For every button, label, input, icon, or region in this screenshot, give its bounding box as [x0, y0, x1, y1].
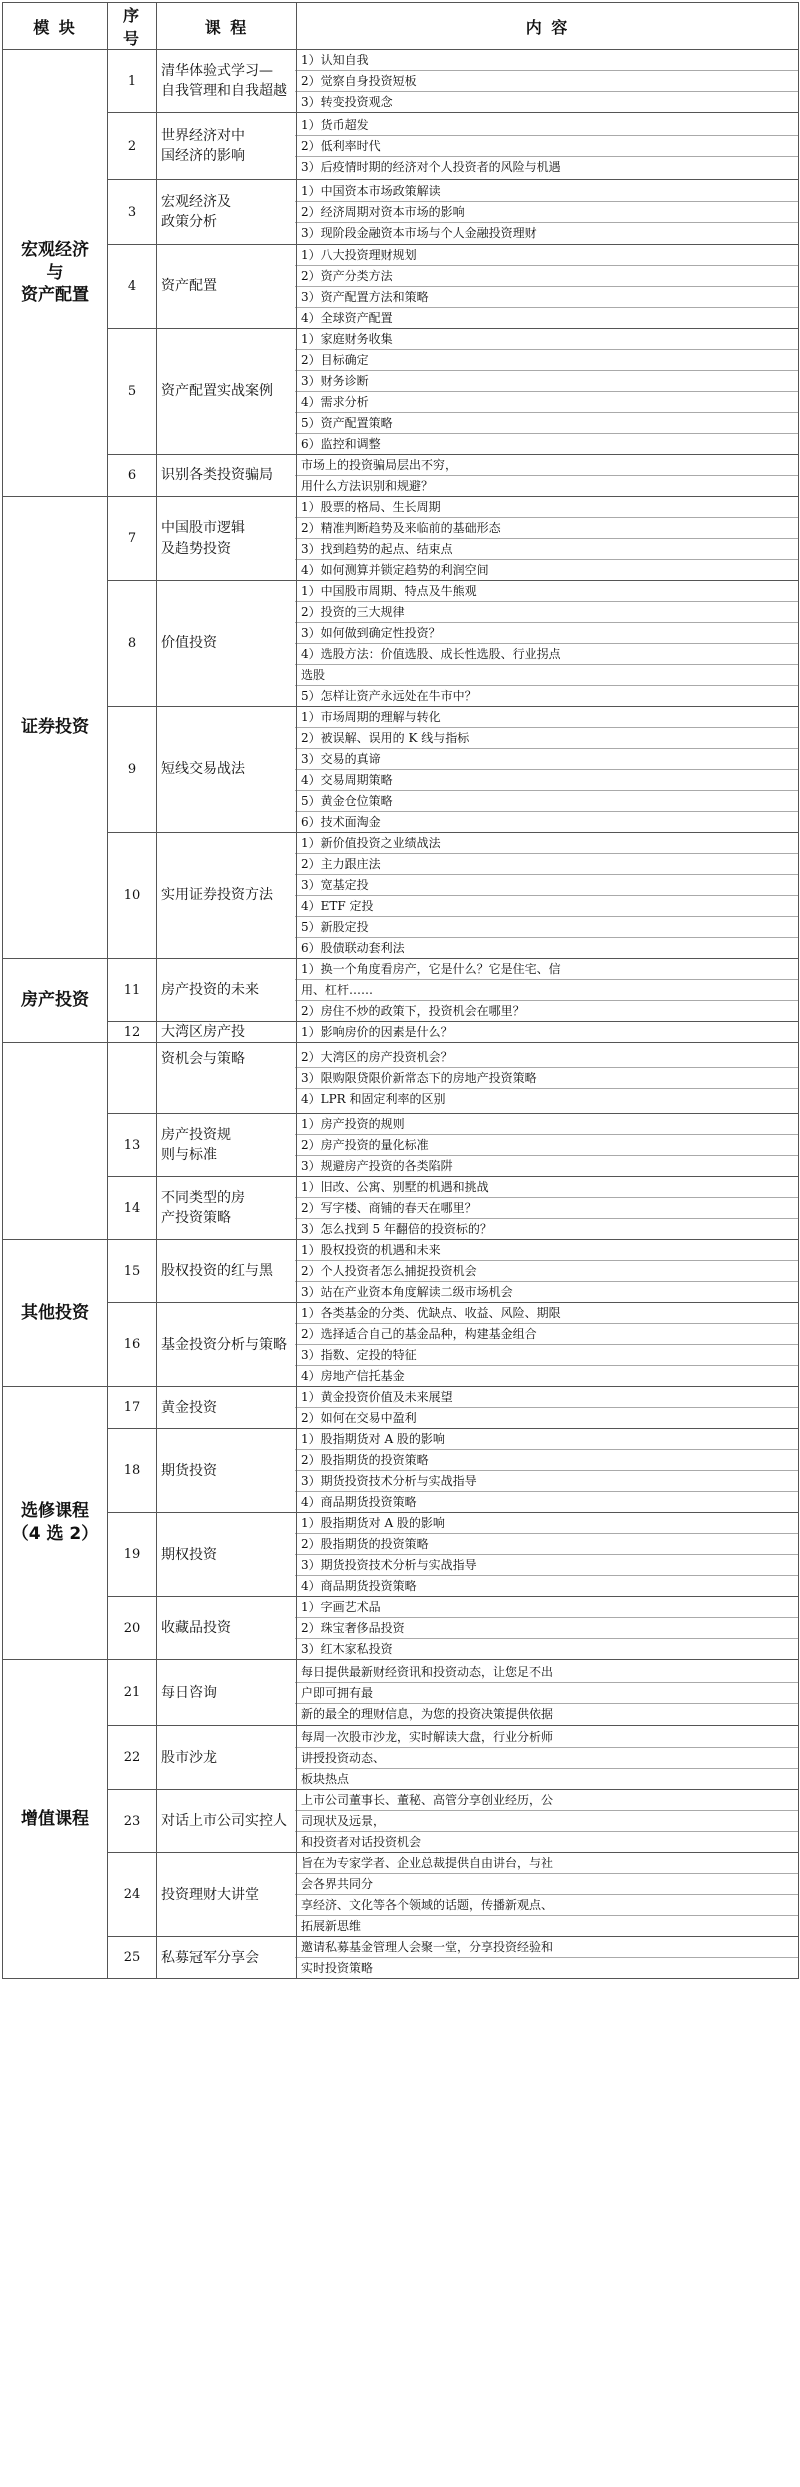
course-name	[157, 833, 297, 959]
course-name	[157, 455, 297, 497]
table-row	[3, 1937, 799, 1979]
course-name-line: 清华体验式学习—	[161, 62, 273, 79]
content-line: 1）市场周期的理解与转化	[301, 710, 441, 724]
course-name-line: 股权投资的红与黑	[161, 1263, 273, 1280]
course-name	[157, 1726, 297, 1790]
table-row	[3, 1597, 799, 1660]
course-name-line: 投资理财大讲堂	[161, 1886, 259, 1903]
content-line: 1）股指期货对 A 股的影响	[301, 1432, 445, 1447]
content-line: 5）黄金仓位策略	[295, 790, 798, 811]
course-content	[297, 1240, 799, 1303]
course-name	[157, 1429, 297, 1513]
table-row	[3, 1043, 799, 1114]
header-module: 模 块	[3, 3, 108, 50]
table-row	[3, 497, 799, 581]
content-line: 2）低利率时代	[295, 135, 798, 156]
content-line: 2）大湾区的房产投资机会？	[301, 1050, 453, 1065]
content-line: 1）影响房价的因素是什么？	[301, 1025, 453, 1040]
content-line: 4）选股方法：价值选股、成长性选股、行业拐点	[295, 643, 798, 664]
course-content	[297, 1597, 799, 1660]
course-name-line: 实用证券投资方法	[161, 887, 273, 904]
row-number: 16	[108, 1303, 157, 1387]
content-line: 6）监控和调整	[295, 433, 798, 454]
row-number: 1	[108, 50, 157, 113]
content-line: 4）LPR 和固定利率的区别	[295, 1088, 798, 1109]
content-line: 2）选择适合自己的基金品种，构建基金组合	[295, 1323, 798, 1344]
course-name-line: 股市沙龙	[161, 1749, 217, 1766]
course-name	[157, 1043, 297, 1114]
row-number: 11	[108, 959, 157, 1022]
course-name	[157, 1937, 297, 1979]
table-row	[3, 1429, 799, 1513]
content-line: 选股	[295, 664, 798, 685]
content-line: 1）字画艺术品	[301, 1600, 381, 1615]
course-content	[297, 1387, 799, 1429]
content-line: 会各界共同分	[295, 1873, 798, 1894]
table-row	[3, 959, 799, 1022]
content-line: 1）家庭财务收集	[301, 332, 393, 346]
course-name-line: 每日咨询	[161, 1684, 217, 1701]
course-content	[297, 180, 799, 245]
course-content	[297, 1114, 799, 1177]
course-content	[297, 1660, 799, 1726]
course-name	[157, 1114, 297, 1177]
content-line: 3）如何做到确定性投资？	[295, 622, 798, 643]
content-line: 3）限购限贷限价新常态下的房地产投资策略	[295, 1067, 798, 1088]
content-line: 3）宽基定投	[295, 874, 798, 895]
table-row	[3, 1303, 799, 1387]
content-line: 2）写字楼、商铺的春天在哪里？	[295, 1197, 798, 1218]
content-line: 3）资产配置方法和策略	[295, 286, 798, 307]
content-line: 1）房产投资的规则	[301, 1117, 405, 1132]
content-line: 3）转变投资观念	[295, 91, 798, 112]
content-line: 6）股债联动套利法	[295, 937, 798, 958]
row-number: 3	[108, 180, 157, 245]
content-line: 1）中国股市周期、特点及牛熊观	[301, 584, 477, 598]
content-line: 2）觉察自身投资短板	[295, 70, 798, 91]
course-name	[157, 1597, 297, 1660]
course-name-line: 对话上市公司实控人	[161, 1813, 287, 1830]
course-name	[157, 1022, 297, 1043]
row-number: 9	[108, 707, 157, 833]
table-row	[3, 180, 799, 245]
row-number: 14	[108, 1177, 157, 1240]
content-line: 1）新价值投资之业绩战法	[301, 836, 441, 850]
module-name-line: 选修课程	[21, 1501, 89, 1522]
content-line: 3）期货投资技术分析与实战指导	[295, 1470, 798, 1491]
content-line: 2）精准判断趋势及来临前的基础形态	[295, 517, 798, 538]
course-name-line: 及趋势投资	[161, 540, 231, 557]
course-name-line: 期货投资	[161, 1462, 217, 1479]
course-name-line: 短线交易战法	[161, 761, 245, 778]
content-line: 用、杠杆……	[295, 979, 798, 1000]
course-name	[157, 180, 297, 245]
content-line: 5）新股定投	[295, 916, 798, 937]
course-name	[157, 581, 297, 707]
content-line: 新的最全的理财信息，为您的投资决策提供依据	[295, 1703, 798, 1724]
content-line: 5）资产配置策略	[295, 412, 798, 433]
row-number: 4	[108, 245, 157, 329]
table-row	[3, 833, 799, 959]
content-line: 2）资产分类方法	[295, 265, 798, 286]
row-number: 5	[108, 329, 157, 455]
table-row	[3, 1513, 799, 1597]
content-line: 3）后疫情时期的经济对个人投资者的风险与机遇	[295, 156, 798, 177]
course-name-line: 自我管理和自我超越	[161, 83, 287, 99]
course-name	[157, 1853, 297, 1937]
course-name-line: 房产投资规	[161, 1127, 231, 1143]
content-line: 享经济、文化等各个领域的话题，传播新观点、	[295, 1894, 798, 1915]
content-line: 1）旧改、公寓、别墅的机遇和挑战	[301, 1180, 489, 1195]
table-row	[3, 245, 799, 329]
course-name	[157, 329, 297, 455]
content-line: 5）怎样让资产永远处在牛市中？	[295, 685, 798, 706]
content-line: 讲授投资动态、	[295, 1747, 798, 1768]
content-line: 4）房地产信托基金	[295, 1365, 798, 1386]
content-line: 3）指数、定投的特征	[295, 1344, 798, 1365]
course-name	[157, 50, 297, 113]
table-row	[3, 1114, 799, 1177]
row-number: 15	[108, 1240, 157, 1303]
row-number: 22	[108, 1726, 157, 1790]
module-cell	[3, 959, 108, 1043]
course-content	[297, 1790, 799, 1853]
table-row	[3, 1022, 799, 1043]
content-line: 每周一次股市沙龙，实时解读大盘，行业分析师	[301, 1729, 554, 1744]
table-row	[3, 1853, 799, 1937]
row-number: 12	[108, 1022, 157, 1043]
course-table	[2, 2, 799, 1979]
course-content	[297, 455, 799, 497]
content-line: 用什么方法识别和规避？	[295, 475, 798, 496]
row-number: 17	[108, 1387, 157, 1429]
row-number: 23	[108, 1790, 157, 1853]
course-name-line: 收藏品投资	[161, 1620, 231, 1637]
module-name-line: 宏观经济	[21, 239, 89, 260]
course-name-line: 国经济的影响	[161, 148, 245, 164]
course-name-line: 期权投资	[161, 1546, 217, 1563]
course-content	[297, 1513, 799, 1597]
content-line: 3）期货投资技术分析与实战指导	[295, 1554, 798, 1575]
course-name-line: 宏观经济及	[161, 193, 231, 210]
row-number: 10	[108, 833, 157, 959]
course-name-line: 资产配置实战案例	[161, 383, 273, 400]
course-name-line: 私募冠军分享会	[161, 1949, 259, 1966]
content-line: 1）货币超发	[301, 118, 369, 132]
course-name	[157, 245, 297, 329]
content-line: 2）主力跟庄法	[295, 853, 798, 874]
content-line: 上市公司董事长、董秘、高管分享创业经历，公	[301, 1793, 554, 1808]
course-name-line: 基金投资分析与策略	[161, 1336, 287, 1353]
course-name-line: 资产配置	[161, 278, 217, 295]
module-cell	[3, 1387, 108, 1660]
course-name-line: 识别各类投资骗局	[161, 467, 273, 484]
row-number: 8	[108, 581, 157, 707]
content-line: 司现状及远景，	[295, 1810, 798, 1831]
table-row	[3, 455, 799, 497]
content-line: 2）投资的三大规律	[295, 601, 798, 622]
table-row	[3, 113, 799, 180]
content-line: 1）八大投资理财规划	[301, 248, 417, 262]
header-content: 内 容	[297, 3, 799, 50]
table-row	[3, 1790, 799, 1853]
course-content	[297, 707, 799, 833]
course-content	[297, 959, 799, 1022]
content-line: 1）换一个角度看房产，它是什么？它是住宅、信	[301, 962, 561, 976]
module-name-line: 证券投资	[21, 717, 89, 738]
module-name-line: 资产配置	[21, 285, 89, 306]
course-name-line: 资机会与策略	[161, 1051, 245, 1068]
row-number: 13	[108, 1114, 157, 1177]
content-line: 3）怎么找到 5 年翻倍的投资标的？	[295, 1218, 798, 1239]
row-number: 2	[108, 113, 157, 180]
course-name-line: 不同类型的房	[161, 1190, 245, 1206]
module-cell	[3, 50, 108, 497]
course-content	[297, 1177, 799, 1240]
course-name	[157, 1177, 297, 1240]
course-name-line: 产投资策略	[161, 1210, 231, 1227]
content-line: 户即可拥有最	[295, 1682, 798, 1703]
course-name	[157, 113, 297, 180]
content-line: 2）个人投资者怎么捕捉投资机会	[295, 1260, 798, 1281]
table-row	[3, 707, 799, 833]
content-line: 3）站在产业资本角度解读二级市场机会	[295, 1281, 798, 1302]
row-number	[108, 1043, 157, 1114]
course-name-line: 中国股市逻辑	[161, 520, 245, 537]
content-line: 4）商品期货投资策略	[295, 1491, 798, 1512]
content-line: 1）股票的格局、生长周期	[301, 500, 441, 514]
course-name-line: 世界经济对中	[161, 127, 245, 144]
table-row	[3, 329, 799, 455]
module-name-line: 其他投资	[21, 1302, 89, 1323]
row-number: 24	[108, 1853, 157, 1937]
course-content	[297, 1853, 799, 1937]
content-line: 2）目标确定	[295, 349, 798, 370]
content-line: 1）黄金投资价值及未来展望	[301, 1390, 453, 1405]
table-row	[3, 581, 799, 707]
course-content	[297, 581, 799, 707]
course-content	[297, 1022, 799, 1043]
module-cell	[3, 497, 108, 959]
course-content	[297, 1937, 799, 1979]
content-line: 3）规避房产投资的各类陷阱	[295, 1155, 798, 1176]
module-cell-blank	[3, 1043, 108, 1240]
course-name-line: 价值投资	[161, 635, 217, 652]
row-number: 7	[108, 497, 157, 581]
module-name-line: （4 选 2）	[11, 1524, 99, 1545]
content-line: 2）股指期货的投资策略	[295, 1533, 798, 1554]
row-number: 20	[108, 1597, 157, 1660]
module-cell	[3, 1660, 108, 1979]
content-line: 3）红木家私投资	[295, 1638, 798, 1659]
content-line: 拓展新思维	[295, 1915, 798, 1936]
content-line: 4）需求分析	[295, 391, 798, 412]
table-row	[3, 1726, 799, 1790]
content-line: 实时投资策略	[295, 1957, 798, 1978]
content-line: 4）交易周期策略	[295, 769, 798, 790]
table-row	[3, 1177, 799, 1240]
content-line: 3）财务诊断	[295, 370, 798, 391]
course-name-line: 黄金投资	[161, 1399, 217, 1416]
course-name	[157, 1240, 297, 1303]
module-name-line: 与	[46, 262, 64, 283]
content-line: 2）股指期货的投资策略	[295, 1449, 798, 1470]
content-line: 2）被误解、误用的 K 线与指标	[295, 727, 798, 748]
course-content	[297, 833, 799, 959]
row-number: 18	[108, 1429, 157, 1513]
course-name	[157, 1790, 297, 1853]
content-line: 2）房住不炒的政策下，投资机会在哪里？	[295, 1000, 798, 1021]
content-line: 每日提供最新财经资讯和投资动态，让您足不出	[301, 1664, 554, 1679]
course-name	[157, 959, 297, 1022]
content-line: 4）ETF 定投	[295, 895, 798, 916]
course-name-line: 政策分析	[161, 214, 217, 230]
course-content	[297, 1043, 799, 1114]
course-content	[297, 1429, 799, 1513]
course-content	[297, 50, 799, 113]
course-name	[157, 1513, 297, 1597]
content-line: 1）中国资本市场政策解读	[301, 184, 441, 198]
table-row	[3, 1660, 799, 1726]
header-course: 课 程	[157, 3, 297, 50]
table-row	[3, 1240, 799, 1303]
course-name	[157, 1303, 297, 1387]
content-line: 2）珠宝奢侈品投资	[295, 1617, 798, 1638]
course-name-line: 房产投资的未来	[161, 981, 259, 998]
course-content	[297, 1303, 799, 1387]
course-content	[297, 329, 799, 455]
row-number: 21	[108, 1660, 157, 1726]
module-cell	[3, 1240, 108, 1387]
course-content	[297, 497, 799, 581]
content-line: 1）认知自我	[301, 53, 369, 67]
row-number: 25	[108, 1937, 157, 1979]
table-row	[3, 1387, 799, 1429]
content-line: 3）找到趋势的起点、结束点	[295, 538, 798, 559]
content-line: 2）如何在交易中盈利	[295, 1407, 798, 1428]
content-line: 板块热点	[295, 1768, 798, 1789]
content-line: 3）现阶段金融资本市场与个人金融投资理财	[295, 222, 798, 243]
table-header-row	[3, 3, 799, 50]
row-number: 6	[108, 455, 157, 497]
course-name	[157, 497, 297, 581]
table-row	[3, 50, 799, 113]
course-name-line: 则与标准	[161, 1147, 217, 1164]
course-name	[157, 1660, 297, 1726]
module-name-line: 增值课程	[21, 1808, 89, 1829]
content-line: 1）各类基金的分类、优缺点、收益、风险、期限	[301, 1306, 561, 1321]
content-line: 1）股权投资的机遇和未来	[301, 1243, 441, 1258]
content-line: 旨在为专家学者、企业总裁提供自由讲台，与社	[301, 1856, 554, 1871]
content-line: 邀请私募基金管理人会聚一堂，分享投资经验和	[301, 1940, 554, 1955]
course-name	[157, 707, 297, 833]
content-line: 2）房产投资的量化标准	[295, 1134, 798, 1155]
content-line: 和投资者对话投资机会	[295, 1831, 798, 1852]
row-number: 19	[108, 1513, 157, 1597]
content-line: 4）如何测算并锁定趋势的利润空间	[295, 559, 798, 580]
content-line: 4）全球资产配置	[295, 307, 798, 328]
module-name-line: 房产投资	[21, 990, 89, 1011]
course-name	[157, 1387, 297, 1429]
content-line: 3）交易的真谛	[295, 748, 798, 769]
course-content	[297, 245, 799, 329]
content-line: 6）技术面淘金	[295, 811, 798, 832]
course-content	[297, 1726, 799, 1790]
course-content	[297, 113, 799, 180]
content-line: 2）经济周期对资本市场的影响	[295, 201, 798, 222]
content-line: 4）商品期货投资策略	[295, 1575, 798, 1596]
course-name-line: 大湾区房产投	[161, 1024, 245, 1040]
content-line: 市场上的投资骗局层出不穷，	[301, 458, 458, 472]
header-no: 序 号	[108, 3, 157, 50]
content-line: 1）股指期货对 A 股的影响	[301, 1516, 445, 1531]
